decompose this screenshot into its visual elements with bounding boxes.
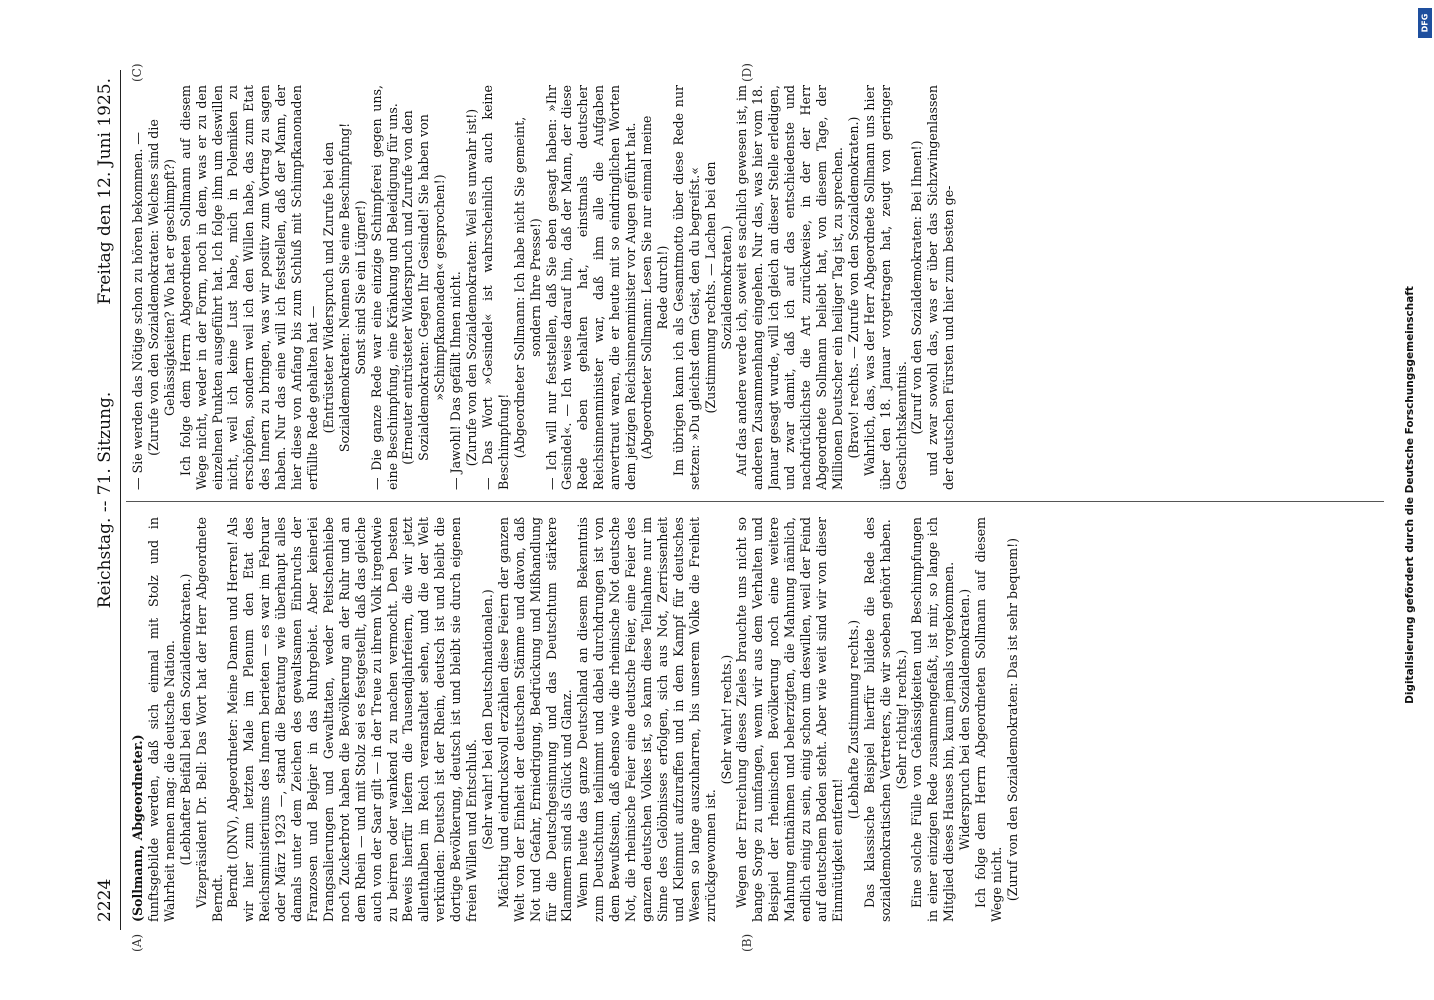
interjection: (Entrüsteter Widerspruch und Zurufe bei den Sozialdemokraten: Nennen Sie eine Beschimpfung! Sonst sind Sie ein Lügner!) [320, 122, 368, 453]
interjection: (Lebhafter Beifall bei den Sozialdemokraten.) [177, 573, 193, 866]
interjection: (Zurufe von den Sozialdemokraten: Welches sind die Gehässigkeiten? Wo hat er geschimpft?) [145, 119, 177, 456]
interjection: (Erneuter entrüsteter Widerspruch und Zurufe von den Sozialdemokraten: Gegen Ihr Gesindel! Sie haben von »Schimpfkanonaden« gesprochen!) [400, 110, 448, 465]
paragraph: Wahrlich, das, was der Herr Abgeordnete Sollmann uns hier über den 18. Januar vorgetragen hat, zeugt von geringer Geschichtskenntnis. [861, 85, 909, 490]
margin-mark-d: (D) [740, 63, 754, 82]
paragraph: Ich folge dem Herrn Abgeordneten Sollmann auf diesem Wege nicht. [973, 517, 1004, 922]
interjection: (Abgeordneter Sollmann: Ich habe nicht Sie gemeint, sondern Ihre Presse!) [511, 116, 543, 459]
paragraph: Wegen der Erreichung dieses Zieles brauchte uns nicht so bange Sorge zu umfangen, wenn wir aus dem Verhalten und Beispiel der rheinischen Bevölkerung noch eine weitere Mahnung entnähmen und beherzigten, die Mahnung nämlich, endlich einig zu sein, einig schon um deswillen, weil der Feind auf deutschem Boden steht. Aber wie weit sind wir von dieser Einmütigkeit entfernt! [734, 517, 845, 922]
paragraph: Ich folge dem Herrn Abgeordneten Sollmann auf diesem Wege nicht, weder in der Form, noch in dem, was er zu den einzelnen Punkten ausgeführt hat. Ich folge ihm um deswillen nicht, weil ich keine Lust habe, mich in Polemiken zu erschöpfen, sondern weil ich den Willen habe, das zum Etat des Innern zu bringen, was wir positiv zum Vortrag zu sagen haben. Nur das eine will ich feststellen, daß der Mann, der hier diese von Anfang bis zum Schluß mit Schimpfkanonaden erfüllte Rede gehalten hat — [177, 85, 320, 490]
paragraph: Vizepräsident Dr. Bell: Das Wort hat der Herr Abgeordnete Berndt. [193, 517, 225, 922]
interjection: (Zuruf von den Sozialdemokraten: Das ist sehr bequem!) [1004, 537, 1020, 902]
paragraph: Auf das andere werde ich, soweit es sachlich gewesen ist, im anderen Zusammenhang eingehen. Nur das, was hier vom 18. Januar gesagt wurde, will ich gleich an dieser Stelle erledigen, und zwar damit, daß ich auf das entschiedenste und nachdrücklichste die Art zurückweise, in der der Herr Abgeordnete Sollmann beliebt hat, von diesem Tage, der Millionen Deutscher ein heiliger Tag ist, zu sprechen. [734, 85, 845, 490]
interjection: (Lebhafte Zustimmung rechts.) [845, 619, 861, 820]
paragraph: funftsgebilde werden, daß sich einmal mit Stolz und in Wahrheit nennen mag: die deutsche Nation. [145, 517, 177, 922]
speaker-running-head: (Sollmann, Abgeordneter.) [130, 734, 145, 922]
interjection: Widerspruch bei den Sozialdemokraten.) [957, 588, 973, 851]
paragraph: Mächtig und eindrucksvoll erzählen diese Feiern der ganzen Welt von der Einheit der deutschen Stämme und davon, daß Not und Gefahr, Erniedrigung, Bedrückung und Mißhandlung für die Deutschgesinnung und das Deutschtum stärkere Klammern sind als Glück und Glanz. [495, 517, 575, 922]
interjection: (Sehr wahr! bei den Deutschnationalen.) [479, 589, 495, 850]
session-date: Freitag den 12. Juni 1925. [95, 78, 115, 305]
session-title: Reichstag. -- 71. Sitzung. [95, 391, 115, 609]
interjection: (Zuruf von den Sozialdemokraten: Bei Ihnen!) [909, 140, 925, 435]
margin-mark-a: (A) [130, 933, 144, 952]
interjection: (Bravo! rechts. — Zurufe von den Sozialdemokraten.) [845, 116, 861, 459]
interjection: (Abgeordneter Sollmann: Lesen Sie nur einmal meine Rede durch!) [639, 115, 670, 460]
paragraph: und zwar sowohl das, was er über das Sichzwingenlassen der deutschen Fürsten und hier zum besten ge- [925, 85, 957, 490]
left-column [130, 517, 1380, 922]
paragraph: Berndt (DNV), Abgeordneter: Meine Damen und Herren! Als wir hier zum letzten Male im Plenum den Etat des Reichsministeriums des Innern berieten — es war im Februar oder März 1923 —, stand die Beratung wie überhaupt alles damals unter dem Zeichen des gewaltsamen Einbruchs der Franzosen und Belgier in das Ruhrgebiet. Aber keinerlei Drangsalierungen und Gewalttaten, weder Peitschenhiebe noch Zuckerbrot haben die Bevölkerung an der Ruhr und an dem Rhein — und mit Stolz sei es festgestellt, daß das gleiche auch von der Saar gilt — in der Treue zu ihrem Volk irgendwie zu beirren oder wankend zu machen vermocht. Den besten Beweis hierfür liefern die Tausendjahrfeiern, die wir jetzt allenthalben im Reich veranstaltet sehen, und die der Welt verkünden: Deutsch ist der Rhein, deutsch ist und bleibt die dortige Bevölkerung, deutsch ist und bleibt sie durch eigenen freien Willen und Entschluß. [225, 517, 480, 922]
paragraph: Eine solche Fülle von Gehässigkeiten und Beschimpfungen in einer einzigen Rede zusammengefaßt, ist mir, so lange ich Mitglied dieses Hauses bin, kaum jemals vorgekommen. [909, 517, 957, 922]
interjection: (Sehr wahr! rechts.) [718, 654, 734, 785]
paragraph: — Das Wort »Gesindel« ist wahrscheinlich auch keine Beschimpfung! [479, 85, 511, 490]
right-column [130, 85, 1380, 490]
paragraph: Wenn heute das ganze Deutschland an diesem Bekenntnis zum Deutschtum teilnimmt und dabei durchdrungen ist von dem Bewußtsein, daß ebenso wie die rheinische Not deutsche Not, die rheinische Feier eine deutsche Feier, eine Feier des ganzen deutschen Volkes ist, so kann diese Teilnahme nur im Sinne des Gelöbnisses erfolgen, sich aus Not, Zerrissenheit und Kleinmut aufzuraffen und in dem Kampf für deutsches Wesen so lange auszuharren, bis unserem Volke die Freiheit zurückgewonnen ist. [575, 517, 718, 922]
margin-mark-c: (C) [130, 63, 144, 82]
interjection: (Zurufe von den Sozialdemokraten: Weil es unwahr ist!) [464, 108, 480, 467]
page-number: 2224 [95, 878, 115, 922]
column-divider [126, 501, 1384, 502]
interjection: (Sehr richtig! rechts.) [893, 649, 909, 790]
paragraph: Im übrigen kann ich als Gesamtmotto über diese Rede nur setzen: »Du gleichst dem Geist, den du begreifst.« [670, 85, 702, 490]
interjection: (Zustimmung rechts. — Lachen bei den Sozialdemokraten.) [702, 161, 734, 414]
paragraph: — Ich will nur feststellen, daß Sie eben gesagt haben: »Ihr Gesindel«. — Ich weise darauf hin, daß der Mann, der diese Rede eben gehalten hat, einstmals deutscher Reichsinnenminister war, daß ihm alle die Aufgaben anvertraut waren, die er heute mit so eindringlichen Worten dem jetzigen Reichsinnenminister vor Augen geführt hat. [543, 85, 639, 490]
paragraph: Das klassische Beispiel hierfür bildete die Rede des sozialdemokratischen Vertreters, die wir soeben gehört haben. [861, 517, 893, 922]
rotated-page [90, 63, 1390, 952]
paragraph: — Sie werden das Nötige schon zu hören bekommen. — [130, 132, 145, 490]
funding-note: Digitalisierung gefördert durch die Deutsche Forschungsgemeinschaft [1404, 286, 1416, 704]
margin-mark-b: (B) [740, 933, 754, 952]
paragraph: — Jawohl! Das gefällt Ihnen nicht. [448, 271, 464, 490]
dfg-logo [1418, 8, 1432, 38]
page-header [90, 70, 121, 930]
dfg-logo-text: DFG [1420, 13, 1430, 33]
paragraph: — Die ganze Rede war eine einzige Schimpferei gegen uns, eine Beschimpfung, eine Kränkung und Beleidigung für uns. [368, 85, 400, 490]
